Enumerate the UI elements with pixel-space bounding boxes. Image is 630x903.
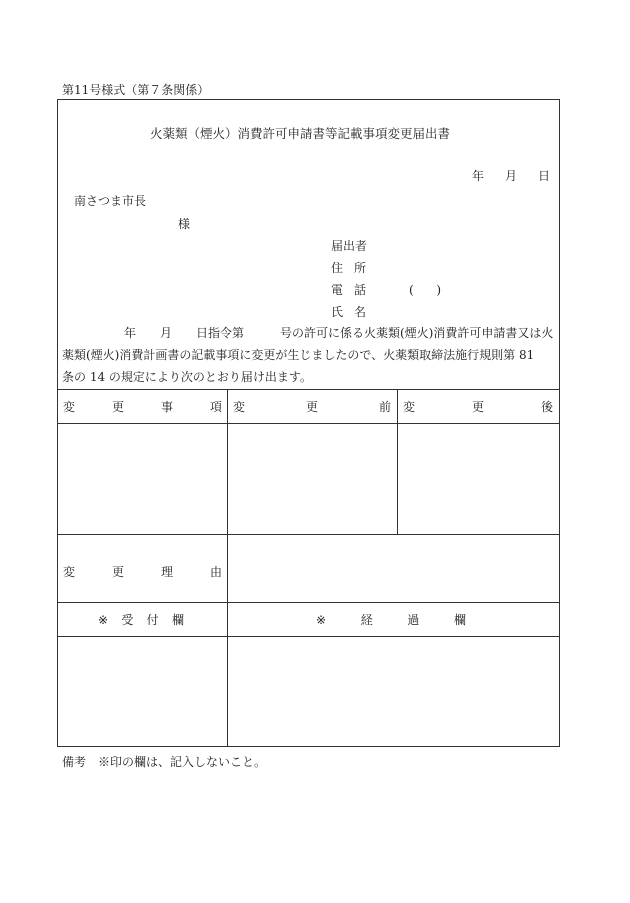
body-line: 条の 14 の規定により次のとおり届け出ます。 [62, 370, 312, 384]
reception-label [98, 614, 184, 626]
address-label [331, 262, 366, 274]
header-char: 前 [378, 400, 391, 414]
reception-char: 受 [121, 613, 134, 627]
header-after [403, 401, 553, 413]
header-char: 更 [471, 400, 484, 414]
remarks-note: 備考 ※印の欄は、記入しないこと。 [62, 755, 267, 769]
date-field [472, 170, 550, 182]
phone-label-char: 電 [331, 283, 344, 297]
form-title: 火薬類（煙火）消費許可申請書等記載事項変更届出書 [150, 126, 451, 141]
date-year-label: 年 [472, 169, 485, 183]
header-bottom-rule [57, 423, 560, 424]
reception-char: 欄 [171, 613, 184, 627]
address-label-char: 住 [331, 261, 344, 275]
header-char: 変 [63, 400, 76, 414]
progress-char: 過 [407, 613, 420, 627]
reason-char: 変 [63, 565, 76, 579]
header-char: 更 [111, 400, 124, 414]
reception-char: 付 [146, 613, 159, 627]
name-label-char: 氏 [331, 305, 344, 319]
header-char: 項 [209, 400, 222, 414]
body-line: 年 月 日指令第 号の許可に係る火薬類(煙火)消費許可申請書又は火 [124, 326, 554, 340]
header-char: 変 [403, 400, 416, 414]
form-number: 第11号様式（第７条関係） [62, 83, 210, 97]
phone-label-char: 話 [353, 283, 366, 297]
body-line: 薬類(煙火)消費計画書の記載事項に変更が生じましたので、火薬類取締法施行規則第 81 [62, 348, 535, 362]
progress-char: 経 [360, 613, 373, 627]
reason-char: 由 [209, 565, 222, 579]
progress-char: 欄 [453, 613, 466, 627]
body-paragraph [62, 322, 554, 388]
applicant-heading: 届出者 [331, 239, 368, 253]
table-top-rule [57, 389, 560, 390]
date-month-label: 月 [504, 169, 517, 183]
honorific: 様 [178, 217, 191, 231]
header-char: 更 [305, 400, 318, 414]
reason-top-rule [57, 534, 560, 535]
date-day-label: 日 [537, 169, 550, 183]
reception-header-rule [57, 636, 560, 637]
header-char: 事 [160, 400, 173, 414]
progress-char: ※ [316, 613, 327, 627]
header-char: 変 [233, 400, 246, 414]
address-label-char: 所 [353, 261, 366, 275]
progress-label [316, 614, 466, 626]
col-divider-1 [227, 389, 228, 747]
reason-label [63, 566, 222, 578]
phone-label [331, 284, 366, 296]
header-before [233, 401, 391, 413]
name-label [331, 306, 366, 318]
phone-parens [409, 284, 441, 296]
reason-bottom-rule [57, 602, 560, 603]
phone-paren-close: ) [436, 283, 441, 297]
reason-char: 更 [111, 565, 124, 579]
phone-paren-open: ( [409, 283, 414, 297]
name-label-char: 名 [353, 305, 366, 319]
col-divider-2 [397, 389, 398, 534]
header-char: 後 [540, 400, 553, 414]
addressee: 南さつま市長 [74, 194, 147, 208]
reception-char: ※ [98, 613, 109, 627]
header-change-item [63, 401, 222, 413]
reason-char: 理 [160, 565, 173, 579]
